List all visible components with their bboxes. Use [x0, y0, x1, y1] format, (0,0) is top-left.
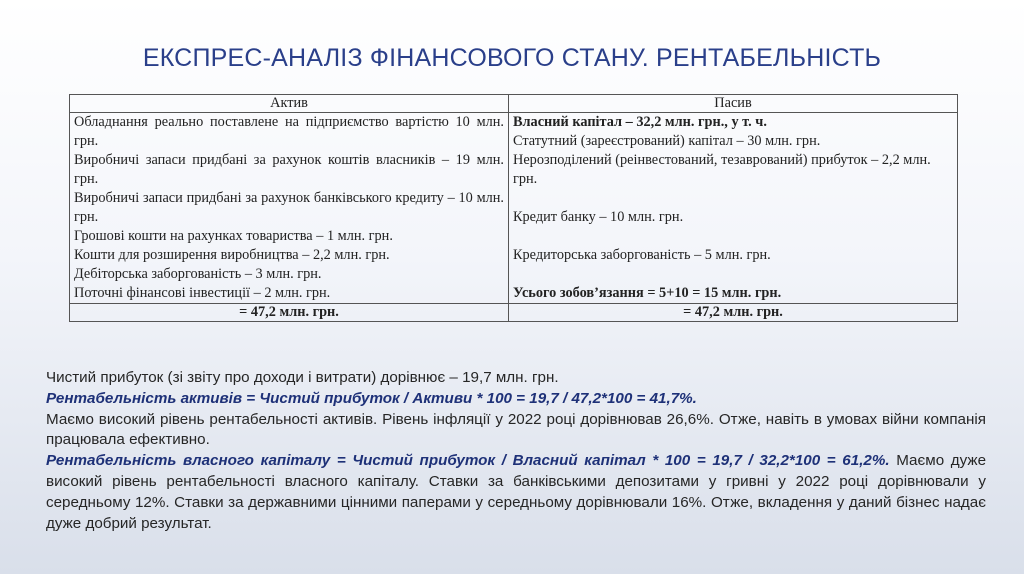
asset-item: Дебіторська заборгованість – 3 млн. грн.: [74, 266, 322, 282]
asset-item: Грошові кошти на рахунках товариства – 1 млн. грн.: [74, 228, 393, 244]
analysis-text: [46, 368, 986, 534]
net-profit-line: Чистий прибуток (зі звіту про доходи і витрати) дорівнює – 19,7 млн. грн.: [46, 369, 559, 386]
roa-formula: Рентабельність активів = Чистий прибуток / Активи * 100 = 19,7 / 47,2*100 = 41,7%.: [46, 389, 697, 407]
spacer: [513, 227, 953, 246]
payables-line: Кредиторська заборгованість – 5 млн. грн.: [513, 247, 771, 263]
asset-item: Кошти для розширення виробництва – 2,2 млн. грн.: [74, 247, 390, 263]
asset-item: Виробничі запаси придбані за рахунок банківського кредиту – 10 млн. грн.: [74, 190, 504, 225]
assets-header: Актив: [70, 95, 509, 113]
asset-item: Поточні фінансові інвестиції – 2 млн. грн.: [74, 285, 331, 301]
bank-credit-line: Кредит банку – 10 млн. грн.: [513, 209, 684, 225]
charter-capital-line: Статутний (зареєстрований) капітал – 30 млн. грн.: [513, 133, 821, 149]
equity-line: Власний капітал – 32,2 млн. грн., у т. ч.: [513, 114, 767, 130]
header-row: [70, 95, 958, 113]
spacer: [513, 189, 953, 208]
assets-total: = 47,2 млн. грн.: [70, 304, 509, 322]
roe-formula: Рентабельність власного капіталу = Чистий прибуток / Власний капітал * 100 = 19,7 / 32,2*100 = 61,2%.: [46, 452, 890, 470]
liabilities-total: = 47,2 млн. грн.: [509, 304, 958, 322]
assets-cell: [70, 113, 509, 304]
asset-item: Обладнання реально поставлене на підприємство вартістю 10 млн. грн.: [74, 114, 504, 149]
table-body-row: [70, 113, 958, 304]
slide-title: ЕКСПРЕС-АНАЛІЗ ФІНАНСОВОГО СТАНУ. РЕНТАБЕЛЬНІСТЬ: [142, 44, 882, 72]
liabilities-header: Пасив: [509, 95, 958, 113]
liabilities-cell: [509, 113, 958, 304]
roa-comment: Маємо високий рівень рентабельності активів. Рівень інфляції у 2022 році дорівнював 26,6%. Отже, навіть в умовах війни компанія працювала ефективно.: [46, 410, 986, 449]
spacer: [513, 265, 953, 284]
roe-comment: Маємо дуже високий рівень рентабельності власного капіталу. Ставки за банківськими депозитами у гривні у 2022 році дорівнювали у середньому 12%. Ставки за державними цінними паперами у середньому дорівнювали 16%. Отже, вкладення у даний бізнес надає дуже добрий результат.: [46, 452, 987, 532]
balance-table: [69, 94, 958, 322]
roe-paragraph: [46, 451, 986, 534]
retained-earnings-line: Нерозподілений (реінвестований, тезаврований) прибуток – 2,2 млн. грн.: [513, 152, 931, 187]
total-obligations-line: Усього зобов’язання = 5+10 = 15 млн. грн.: [513, 285, 782, 301]
totals-row: [70, 304, 958, 322]
asset-item: Виробничі запаси придбані за рахунок коштів власників – 19 млн. грн.: [74, 152, 504, 187]
